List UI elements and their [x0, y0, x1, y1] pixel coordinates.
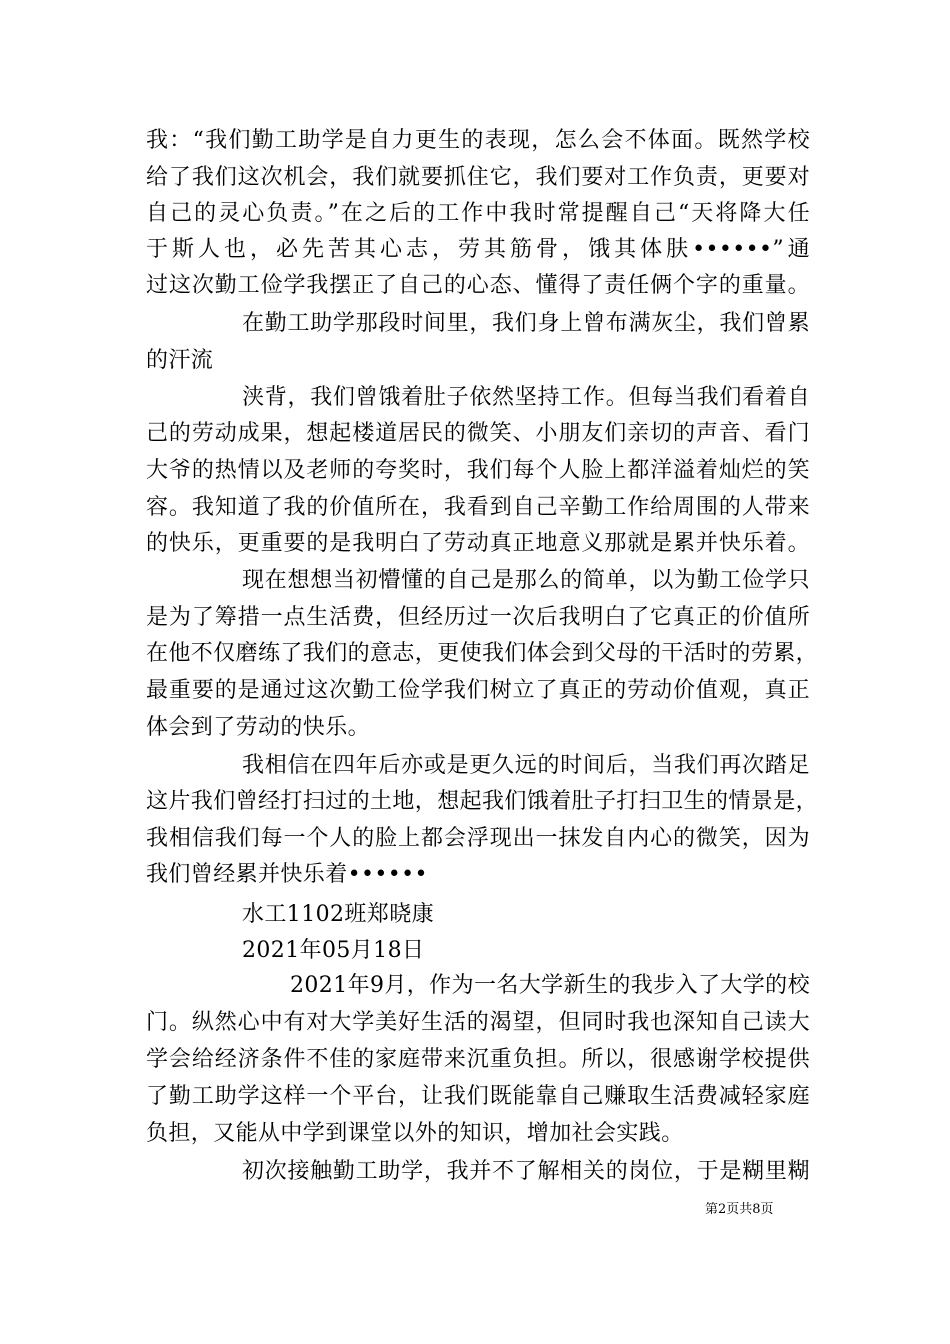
text-line: 了勤工助学这样一个平台，让我们既能靠自己赚取生活费减轻家庭 — [146, 1084, 810, 1109]
text-line: 门。纵然心中有对大学美好生活的渴望，但同时我也深知自己读大 — [146, 1010, 810, 1035]
text-line: 我：“我们勤工助学是自力更生的表现，怎么会不体面。既然学校 — [146, 128, 810, 153]
date-line: 2021年05月18日 — [242, 938, 425, 963]
text-line: 最重要的是通过这次勤工俭学我们树立了真正的劳动价值观，真正 — [146, 678, 810, 703]
text-line: 给了我们这次机会，我们就要抓住它，我们要对工作负责，更要对 — [146, 165, 810, 190]
text-line: 的汗流 — [146, 348, 214, 373]
text-line: 学会给经济条件不佳的家庭带来沉重负担。所以，很感谢学校提供 — [146, 1047, 810, 1072]
text-line: 负担，又能从中学到课堂以外的知识，增加社会实践。 — [146, 1121, 684, 1146]
paragraph-start-line: 2021年9月，作为一名大学新生的我步入了大学的校 — [290, 973, 810, 998]
text-line: 我们曾经累并快乐着•••••• — [146, 862, 428, 887]
text-line: 体会到了劳动的快乐。 — [146, 715, 371, 740]
text-line: 容。我知道了我的价值所在，我看到自己辛勤工作给周围的人带来 — [146, 495, 810, 520]
paragraph-start-line: 浃背，我们曾饿着肚子依然坚持工作。但每当我们看着自 — [242, 385, 810, 410]
text-line: 我相信我们每一个人的脸上都会浮现出一抹发自内心的微笑，因为 — [146, 826, 810, 851]
paragraph-start-line: 现在想想当初懵懂的自己是那么的简单，以为勤工俭学只 — [242, 568, 810, 593]
page-number-footer: 第2页共8页 — [705, 1202, 774, 1217]
paragraph-start-line: 初次接触勤工助学，我并不了解相关的岗位，于是糊里糊 — [242, 1159, 810, 1184]
text-line: 的快乐，更重要的是我明白了劳动真正地意义那就是累并快乐着。 — [146, 531, 810, 556]
text-line: 己的劳动成果，想起楼道居民的微笑、小朋友们亲切的声音、看门 — [146, 421, 810, 446]
text-line: 是为了筹措一点生活费，但经历过一次后我明白了它真正的价值所 — [146, 605, 810, 630]
text-line: 过这次勤工俭学我摆正了自己的心态、懂得了责任俩个字的重量。 — [146, 273, 810, 298]
text-line: 这片我们曾经打扫过的土地，想起我们饿着肚子打扫卫生的情景是， — [146, 789, 819, 814]
text-line: 在他不仅磨练了我们的意志，更使我们体会到父母的干活时的劳累， — [146, 641, 819, 666]
paragraph-start-line: 我相信在四年后亦或是更久远的时间后，当我们再次踏足 — [242, 753, 810, 778]
text-line: 于斯人也，必先苦其心志，劳其筋骨，饿其体肤••••••”通 — [146, 237, 810, 262]
signature-line: 水工1102班郑晓康 — [242, 902, 434, 927]
text-line: 自己的灵心负责。”在之后的工作中我时常提醒自己“天将降大任 — [146, 201, 810, 226]
text-line: 大爷的热情以及老师的夸奖时，我们每个人脸上都洋溢着灿烂的笑 — [146, 458, 810, 483]
paragraph-start-line: 在勤工助学那段时间里，我们身上曾布满灰尘，我们曾累 — [242, 311, 810, 336]
